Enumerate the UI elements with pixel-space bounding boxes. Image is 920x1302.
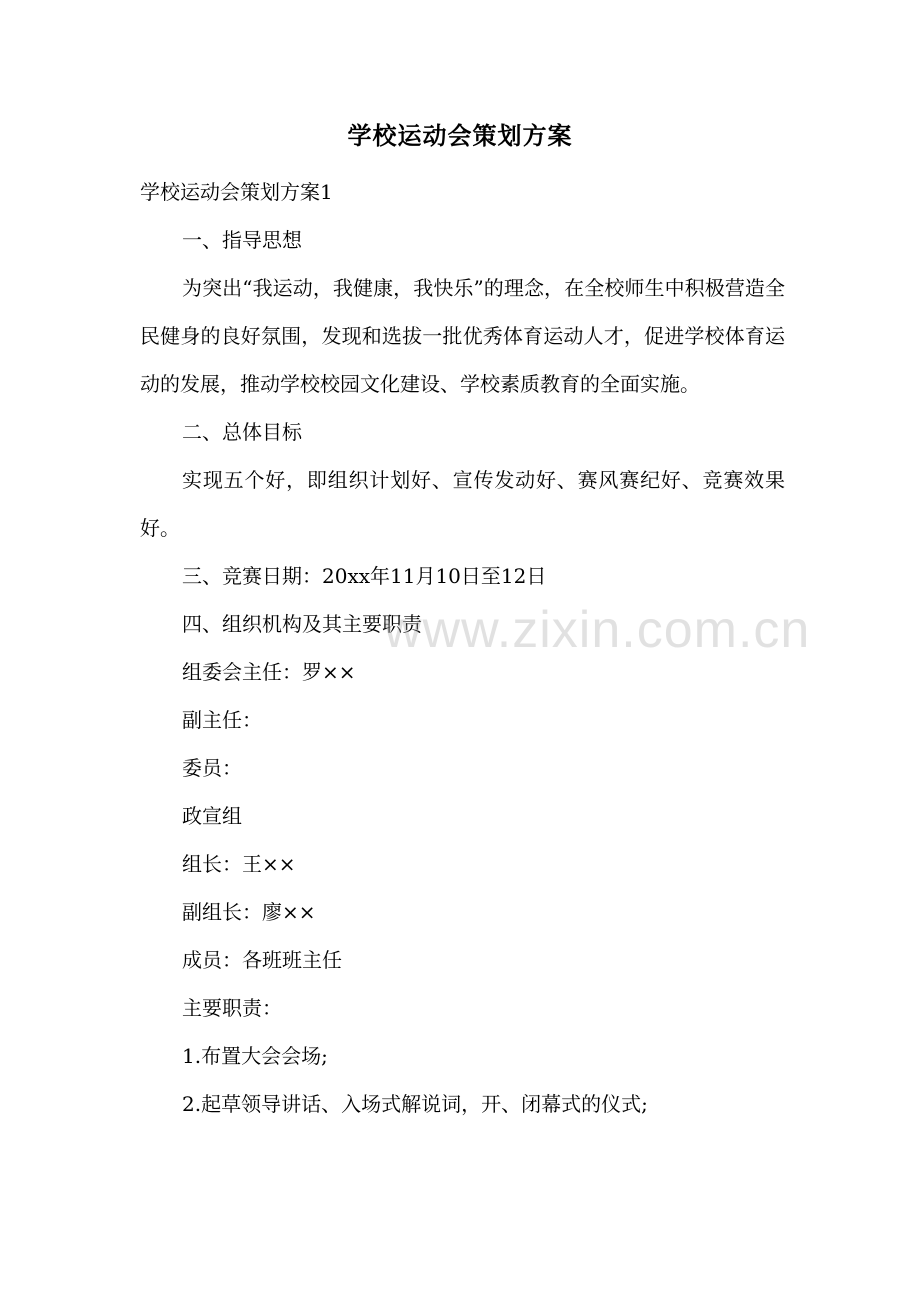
heading-guiding-thought: 一、指导思想 xyxy=(182,228,302,252)
heading-organization: 四、组织机构及其主要职责 xyxy=(182,612,422,636)
line-group-members: 成员：各班班主任 xyxy=(182,948,342,972)
heading-overall-goal: 二、总体目标 xyxy=(182,420,302,444)
line-members: 委员： xyxy=(182,756,242,780)
list-item: 2.起草领导讲话、入场式解说词，开、闭幕式的仪式; xyxy=(182,1092,648,1116)
paragraph-overall-goal: 实现五个好，即组织计划好、宣传发动好、赛风赛纪好、竞赛效果好。 xyxy=(140,468,785,540)
document-body xyxy=(140,168,785,1128)
line-deputy-leader: 副组长：廖×× xyxy=(182,900,316,924)
section-heading: 学校运动会策划方案1 xyxy=(140,180,333,204)
heading-competition-date: 三、竞赛日期：20xx年11月10日至12日 xyxy=(182,564,547,588)
document-title: 学校运动会策划方案 xyxy=(347,121,573,150)
line-publicity-group: 政宣组 xyxy=(182,804,242,828)
watermark: www.zixin.com.cn xyxy=(384,601,811,659)
line-deputy-director: 副主任： xyxy=(182,708,262,732)
line-committee-director: 组委会主任：罗×× xyxy=(182,660,356,684)
line-group-leader: 组长：王×× xyxy=(182,852,296,876)
line-main-duties: 主要职责： xyxy=(182,996,282,1020)
paragraph-guiding-thought: 为突出“我运动，我健康，我快乐”的理念，在全校师生中积极营造全民健身的良好氛围，发现和选拔一批优秀体育运动人才，促进学校体育运动的发展，推动学校校园文化建设、学校素质教育的全面实施。 xyxy=(140,276,785,396)
list-item: 1.布置大会会场; xyxy=(182,1044,328,1068)
